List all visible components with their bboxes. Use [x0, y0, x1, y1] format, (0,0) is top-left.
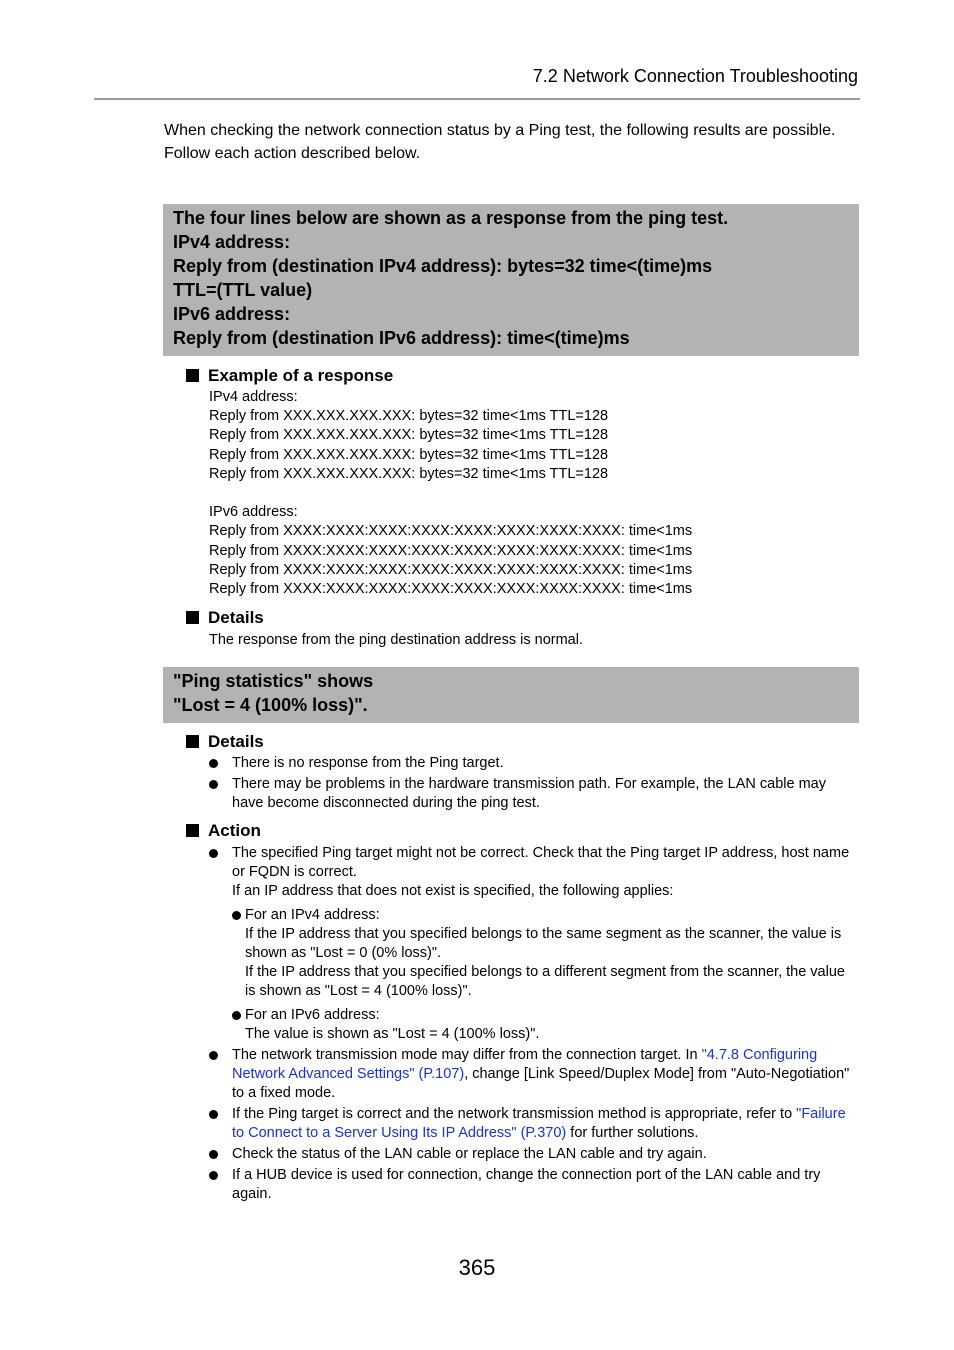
- bullet-icon: [209, 759, 218, 768]
- list-item: [209, 1145, 859, 1164]
- list-item-text: If the Ping target is correct and the network transmission method is appropriate, refer to: [232, 1106, 797, 1122]
- bullet-icon: [232, 1011, 241, 1020]
- ipv4-reply-line: Reply from XXX.XXX.XXX.XXX: bytes=32 time<1ms TTL=128: [209, 427, 609, 444]
- blank-line: [209, 484, 692, 503]
- ipv4-reply-line: Reply from XXX.XXX.XXX.XXX: bytes=32 time<1ms TTL=128: [209, 408, 609, 425]
- link-failure-to-connect-to-server[interactable]: "Failure to Connect to a Server Using Its IP Address" (P.370): [232, 1106, 846, 1141]
- list-item-text: , change [Link Speed/Duplex Mode] from "Auto-Negotiation" to a fixed mode.: [232, 1066, 850, 1101]
- ipv6-reply-line: Reply from XXXX:XXXX:XXXX:XXXX:XXXX:XXXX:XXXX:XXXX: time<1ms: [209, 580, 693, 597]
- intro-paragraph: [164, 120, 854, 165]
- square-bullet-icon: [186, 611, 199, 624]
- example-heading: [186, 366, 393, 386]
- list-item-text: Check the status of the LAN cable or replace the LAN cable and try again.: [232, 1146, 707, 1162]
- details-heading-2: [186, 732, 264, 752]
- details-text-1: The response from the ping destination address is normal.: [209, 632, 583, 648]
- symptom-line: IPv4 address:: [173, 232, 291, 252]
- symptom-box-ping-response: [163, 204, 859, 356]
- ipv6-label: IPv6 address:: [209, 504, 298, 521]
- list-item-text: If an IP address that does not exist is specified, the following applies:: [232, 883, 674, 899]
- sub-list-item: [232, 1006, 859, 1044]
- action-heading: [186, 821, 261, 841]
- ipv4-label: IPv4 address:: [209, 389, 298, 405]
- list-item: [209, 1166, 859, 1204]
- bullet-icon: [209, 1171, 218, 1180]
- symptom-line: The four lines below are shown as a response from the ping test.: [173, 208, 729, 228]
- running-header: 7.2 Network Connection Troubleshooting: [532, 66, 858, 86]
- ipv4-reply-line: Reply from XXX.XXX.XXX.XXX: bytes=32 time<1ms TTL=128: [209, 446, 609, 463]
- bullet-icon: [209, 1150, 218, 1159]
- list-item: [209, 1046, 859, 1103]
- sub-list-item: [232, 906, 859, 1001]
- list-item: [209, 844, 859, 1044]
- example-response-block: [209, 388, 692, 599]
- square-bullet-icon: [186, 369, 199, 382]
- list-item-text: If a HUB device is used for connection, change the connection port of the LAN cable and try again.: [232, 1167, 821, 1202]
- bullet-icon: [209, 849, 218, 858]
- intro-line-2: Follow each action described below.: [164, 144, 421, 162]
- sub-item-text: If the IP address that you specified belongs to the same segment as the scanner, the value is shown as "Lost = 0 (0% loss)".: [245, 926, 842, 961]
- link-configuring-network-advanced-settings[interactable]: "4.7.8 Configuring Network Advanced Settings" (P.107): [232, 1047, 818, 1082]
- details-heading-1: [186, 608, 264, 628]
- intro-line-1: When checking the network connection status by a Ping test, the following results are possible.: [164, 122, 836, 139]
- bullet-icon: [209, 780, 218, 789]
- sub-item-label: For an IPv4 address:: [245, 907, 380, 923]
- bullet-icon: [209, 1110, 218, 1119]
- symptom-line: Reply from (destination IPv4 address): bytes=32 time<(time)ms: [173, 256, 713, 276]
- list-item-text: There is no response from the Ping target.: [232, 755, 504, 771]
- symptom-line: Reply from (destination IPv6 address): time<(time)ms: [173, 328, 630, 348]
- sub-item-label: For an IPv6 address:: [245, 1007, 380, 1023]
- square-bullet-icon: [186, 735, 199, 748]
- header-divider: [94, 98, 860, 100]
- square-bullet-icon: [186, 824, 199, 837]
- action-list: [209, 844, 859, 1204]
- symptom-line: TTL=(TTL value): [173, 280, 313, 300]
- symptom-box-ping-lost: [163, 667, 859, 723]
- sub-item-text: The value is shown as "Lost = 4 (100% loss)".: [245, 1026, 540, 1042]
- symptom-line: "Ping statistics" shows: [173, 671, 374, 691]
- symptom-line: IPv6 address:: [173, 304, 291, 324]
- details-heading-text: Details: [208, 732, 264, 751]
- page-number: 365: [458, 1255, 496, 1280]
- list-item: [209, 1105, 859, 1143]
- list-item: [209, 775, 859, 813]
- details-heading-text: Details: [208, 608, 264, 627]
- ipv6-reply-line: Reply from XXXX:XXXX:XXXX:XXXX:XXXX:XXXX:XXXX:XXXX: time<1ms: [209, 523, 693, 540]
- sub-item-text: If the IP address that you specified belongs to a different segment from the scanner, the value is shown as "Lost = 4 (100% loss)".: [245, 964, 845, 999]
- example-heading-text: Example of a response: [208, 366, 394, 385]
- bullet-icon: [232, 911, 241, 920]
- symptom-line: "Lost = 4 (100% loss)".: [173, 695, 368, 715]
- action-heading-text: Action: [208, 821, 261, 840]
- ipv6-reply-line: Reply from XXXX:XXXX:XXXX:XXXX:XXXX:XXXX:XXXX:XXXX: time<1ms: [209, 542, 693, 559]
- bullet-icon: [209, 1051, 218, 1060]
- details-list-2: [209, 754, 859, 813]
- list-item-text: The network transmission mode may differ from the connection target. In: [232, 1047, 702, 1063]
- list-item-text: for further solutions.: [566, 1125, 699, 1141]
- list-item-text: The specified Ping target might not be correct. Check that the Ping target IP address, host name or FQDN is correct.: [232, 845, 850, 880]
- ipv6-reply-line: Reply from XXXX:XXXX:XXXX:XXXX:XXXX:XXXX:XXXX:XXXX: time<1ms: [209, 561, 693, 578]
- ipv4-reply-line: Reply from XXX.XXX.XXX.XXX: bytes=32 time<1ms TTL=128: [209, 465, 609, 482]
- list-item: [209, 754, 859, 773]
- list-item-text: There may be problems in the hardware transmission path. For example, the LAN cable may have become disconnected during the ping test.: [232, 776, 826, 811]
